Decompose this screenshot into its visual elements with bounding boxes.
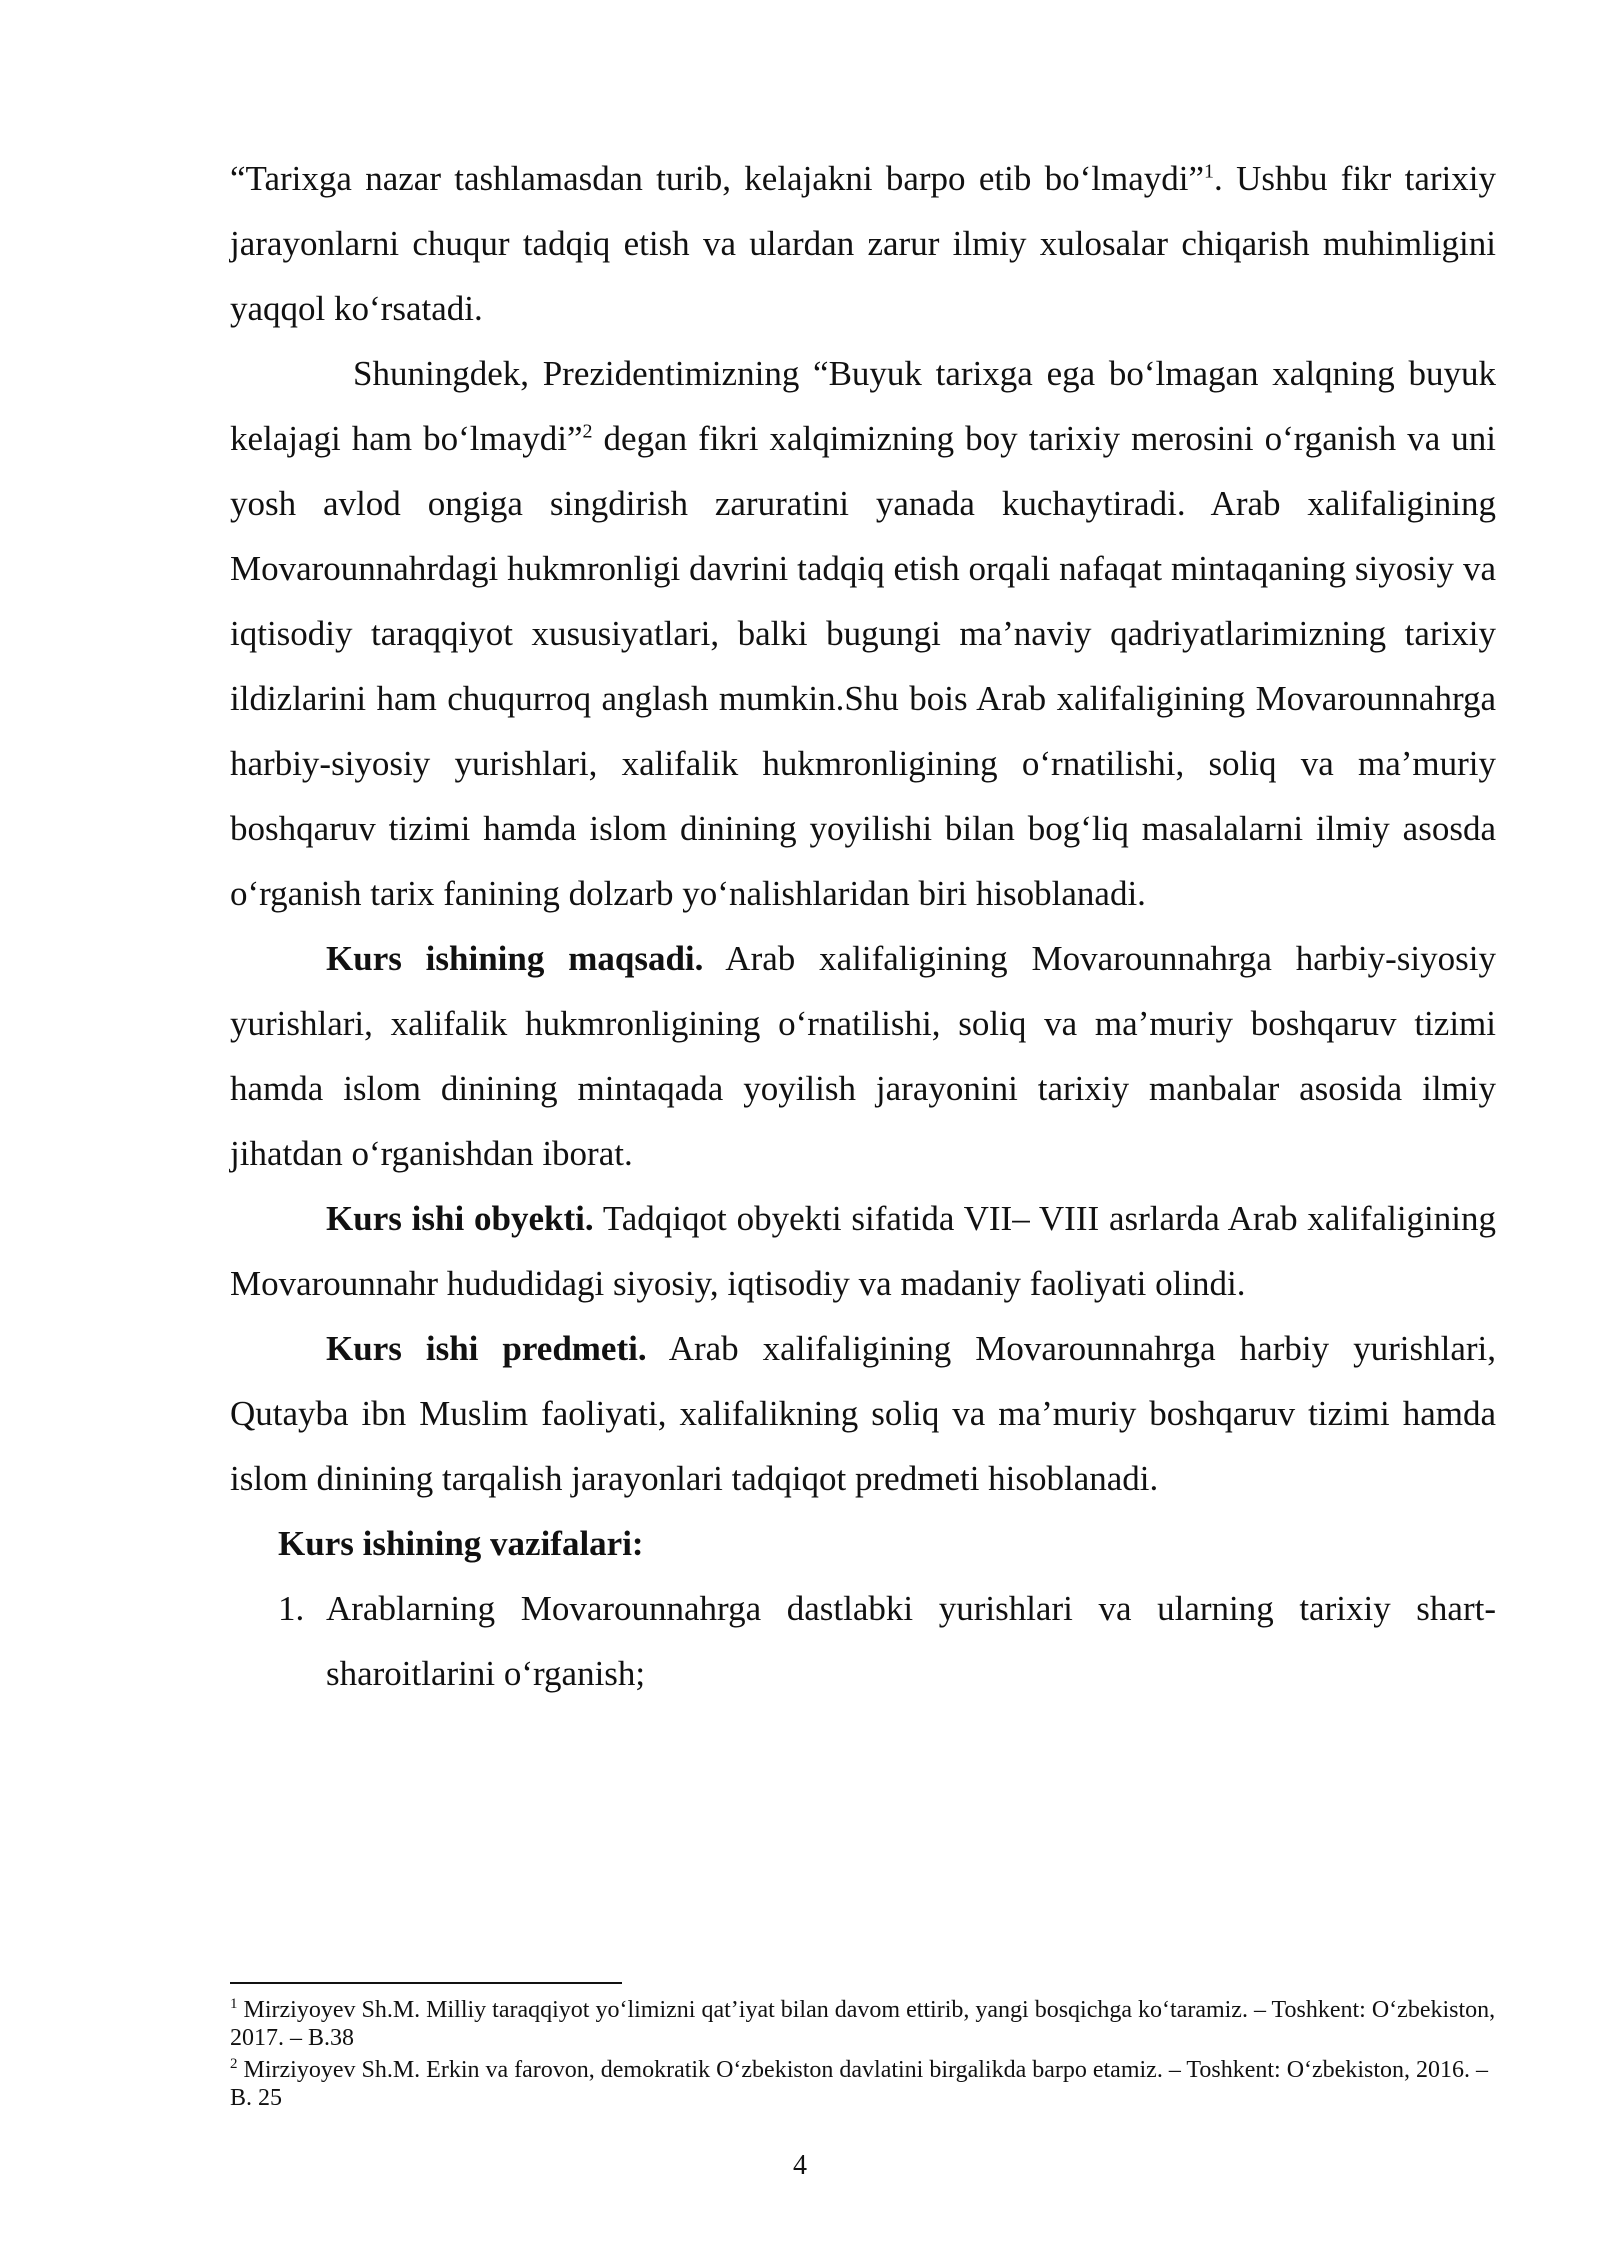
goal-text: Arab xalifaligining Movarounnahrga harbiy-siyosiy yurishlari, xalifalik hukmronligining o‘rnatilishi, soliq va ma’muriy boshqaruv tizimi hamda islom dinining mintaqada yoyilish jarayonini tarixiy manbalar asosida ilmiy jihatdan o‘rganishdan iborat. bbox=[230, 939, 1496, 1173]
footnote-1 bbox=[230, 1996, 1496, 2052]
list-item-number: 1. bbox=[278, 1589, 305, 1628]
quote-text: “Tarixga nazar tashlamasdan turib, kelajakni barpo etib bo‘lmaydi” bbox=[230, 159, 1205, 198]
paragraph-text: . Ushbu fikr tarixiy jarayonlarni chuqur tadqiq etish va ulardan zarur ilmiy xulosalar chiqarish muhimligini yaqqol ko‘rsatadi. bbox=[230, 159, 1496, 328]
paragraph-text: degan fikri xalqimizning boy tarixiy merosini o‘rganish va uni yosh avlod ongiga singdirish zaruratini yanada kuchaytiradi. Arab xalifaligining Movarounnahrdagi hukmronligi davrini tadqiq etish orqali nafaqat mintaqaning siyosiy va iqtisodiy taraqqiyot xususiyatlari, balki bugungi ma’naviy qadriyatlarimizning tarixiy ildizlarini ham chuqurroq anglash mumkin.Shu bois Arab xalifaligining Movarounnahrga harbiy-siyosiy yurishlari, xalifalik hukmronligining o‘rnatilishi, soliq va ma’muriy boshqaruv tizimi hamda islom dinining yoyilishi bilan bog‘liq masalalarni ilmiy asosda o‘rganish tarix fanining dolzarb yo‘nalishlaridan biri hisoblanadi. bbox=[230, 419, 1497, 913]
subject-label: Kurs ishi predmeti. bbox=[326, 1329, 647, 1368]
body-text bbox=[230, 146, 1496, 1706]
footnote-ref-1[interactable]: 1 bbox=[1204, 160, 1215, 183]
goal-label: Kurs ishining maqsadi. bbox=[326, 939, 704, 978]
list-item bbox=[230, 1576, 1496, 1706]
paragraph-goal bbox=[230, 926, 1496, 1186]
footnote-ref-2[interactable]: 2 bbox=[582, 420, 593, 443]
subject-text: Arab xalifaligining Movarounnahrga harbiy yurishlari, Qutayba ibn Muslim faoliyati, xalifalikning soliq va ma’muriy boshqaruv tizimi hamda islom dinining tarqalish jarayonlari tadqiqot predmeti hisoblanadi. bbox=[230, 1329, 1496, 1498]
object-text: Tadqiqot obyekti sifatida VII– VIII asrlarda Arab xalifaligining Movarounnahr hududidagi siyosiy, iqtisodiy va madaniy faoliyati olindi. bbox=[230, 1199, 1496, 1303]
footnote-text: Mirziyoyev Sh.M. Erkin va farovon, demokratik O‘zbekiston davlatini birgalikda barpo etamiz. – Toshkent: O‘zbekiston, 2016. – B. 25 bbox=[230, 2057, 1489, 2111]
quote-text: Shuningdek, Prezidentimizning “Buyuk tarixga ega bo‘lmagan xalqning buyuk kelajagi ham bo‘lmaydi” bbox=[230, 354, 1496, 458]
footnote-2 bbox=[230, 2056, 1496, 2112]
footnotes bbox=[230, 1996, 1496, 2116]
footnote-separator bbox=[230, 1982, 622, 1984]
paragraph-president-quote bbox=[230, 341, 1496, 926]
tasks-heading: Kurs ishining vazifalari: bbox=[278, 1524, 644, 1563]
footnote-text: Mirziyoyev Sh.M. Milliy taraqqiyot yo‘limizni qat’iyat bilan davom ettirib, yangi bosqichga ko‘taramiz. – Toshkent: O‘zbekiston, 2017. – B.38 bbox=[230, 1997, 1496, 2051]
paragraph-object bbox=[230, 1186, 1496, 1316]
object-label: Kurs ishi obyekti. bbox=[326, 1199, 594, 1238]
footnote-mark: 2 bbox=[230, 2056, 238, 2072]
list-item-text: Arablarning Movarounnahrga dastlabki yurishlari va ularning tarixiy shart-sharoitlarini o‘rganish; bbox=[326, 1589, 1496, 1693]
footnote-mark: 1 bbox=[230, 1996, 238, 2012]
page-number: 4 bbox=[793, 2150, 807, 2181]
paragraph-intro-quote bbox=[230, 146, 1496, 341]
paragraph-subject bbox=[230, 1316, 1496, 1511]
